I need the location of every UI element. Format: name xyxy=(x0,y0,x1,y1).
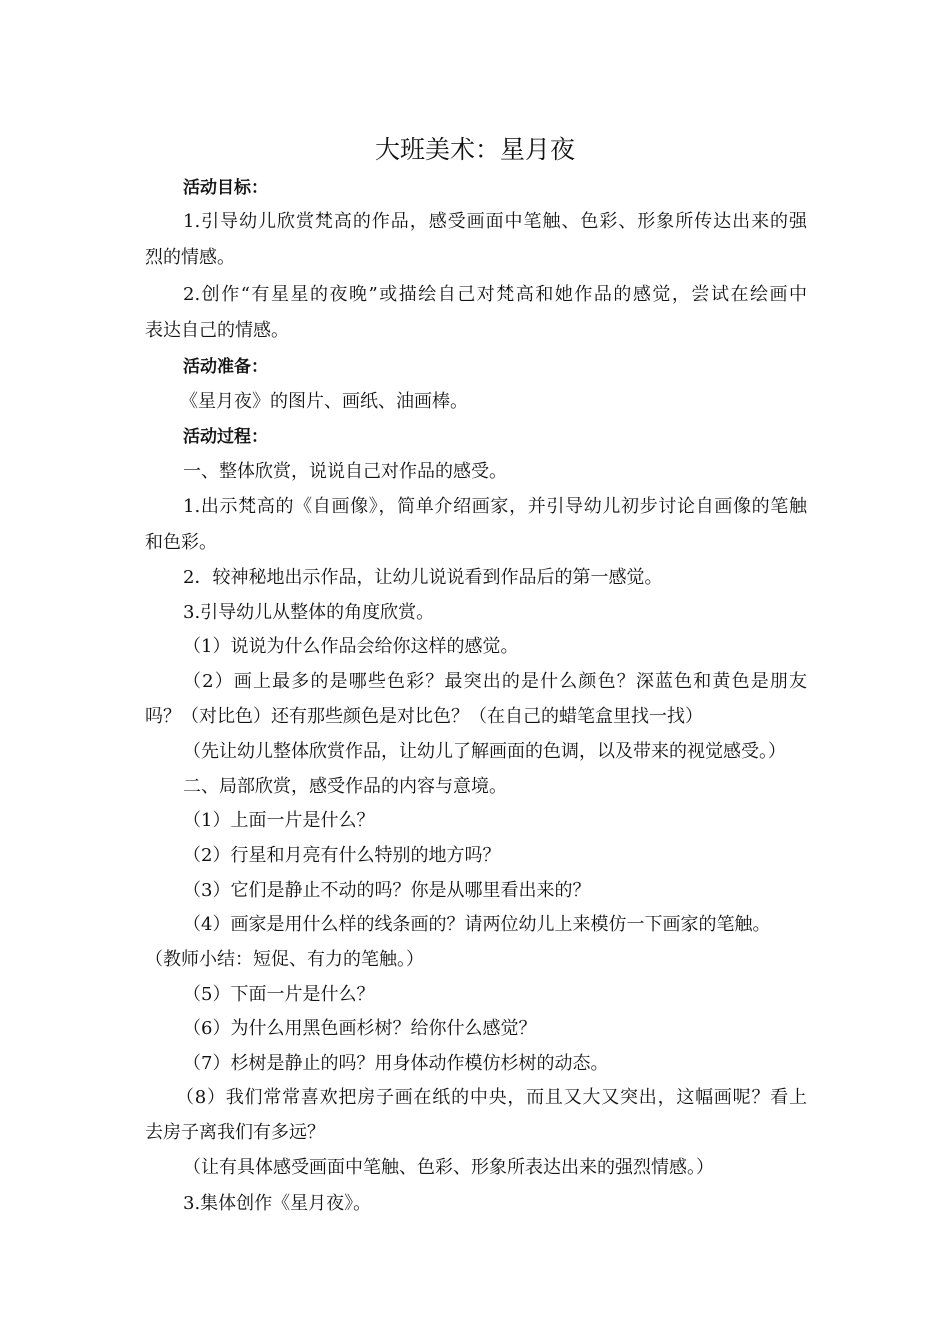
page-title: 大班美术：星月夜 xyxy=(374,135,575,164)
process-part-2-title: 二、局部欣赏，感受作品的内容与意境。 xyxy=(183,776,507,797)
process-part-3-title: 3.集体创作《星月夜》。 xyxy=(183,1193,372,1214)
process-part-2-question-4-line-1: （4）画家是用什么样的线条画的？请两位幼儿上来模仿一下画家的笔触。 xyxy=(183,914,771,935)
process-part-1-title: 一、整体欣赏，说说自己对作品的感受。 xyxy=(183,461,507,482)
section-heading-objectives: 活动目标： xyxy=(183,178,268,198)
process-part-1-sub-2-line-1: （2）画上最多的是哪些色彩？最突出的是什么颜色？深蓝色和黄色是朋友 xyxy=(183,671,807,692)
objective-item-1-line-2: 烈的情感。 xyxy=(145,247,235,268)
process-part-2-question-4-line-2: （教师小结：短促、有力的笔触。） xyxy=(145,949,424,970)
process-part-2-question-3: （3）它们是静止不动的吗？你是从哪里看出来的？ xyxy=(183,880,591,901)
process-part-2-question-8-line-2: 去房子离我们有多远？ xyxy=(145,1122,325,1143)
process-part-2-note: （让有具体感受画面中笔触、色彩、形象所表达出来的强烈情感。） xyxy=(183,1157,714,1178)
section-heading-process: 活动过程： xyxy=(183,427,268,447)
objective-item-2-line-1: 2.创作“有星星的夜晚”或描绘自己对梵高和她作品的感觉，尝试在绘画中 xyxy=(183,284,807,305)
process-part-2-question-8-line-1: （8）我们常常喜欢把房子画在纸的中央，而且又大又突出，这幅画呢？看上 xyxy=(176,1087,807,1108)
process-part-1-sub-1: （1）说说为什么作品会给你这样的感觉。 xyxy=(183,636,519,657)
process-part-1-item-1-line-1: 1.出示梵高的《自画像》，简单介绍画家，并引导幼儿初步讨论自画像的笔触 xyxy=(183,496,807,517)
process-part-1-sub-2-line-2: 吗？（对比色）还有那些颜色是对比色？（在自己的蜡笔盒里找一找） xyxy=(145,706,703,727)
process-part-1-note: （先让幼儿整体欣赏作品，让幼儿了解画面的色调，以及带来的视觉感受。） xyxy=(183,741,786,762)
process-part-2-question-6: （6）为什么用黑色画杉树？给你什么感觉？ xyxy=(183,1018,537,1039)
process-part-2-question-5: （5）下面一片是什么？ xyxy=(183,984,375,1005)
process-part-1-item-2: 2．较神秘地出示作品，让幼儿说说看到作品后的第一感觉。 xyxy=(183,567,663,588)
objective-item-1-line-1: 1.引导幼儿欣赏梵高的作品，感受画面中笔触、色彩、形象所传达出来的强 xyxy=(183,211,807,232)
section-heading-preparation: 活动准备： xyxy=(183,357,268,377)
process-part-2-question-2: （2）行星和月亮有什么特别的地方吗？ xyxy=(183,845,501,866)
process-part-1-item-3: 3.引导幼儿从整体的角度欣赏。 xyxy=(183,602,435,623)
objective-item-2-line-2: 表达自己的情感。 xyxy=(145,320,289,341)
process-part-2-question-7: （7）杉树是静止的吗？用身体动作模仿杉树的动态。 xyxy=(183,1053,609,1074)
process-part-2-question-1: （1）上面一片是什么？ xyxy=(183,810,375,831)
preparation-text: 《星月夜》的图片、画纸、油画棒。 xyxy=(180,391,468,412)
process-part-1-item-1-line-2: 和色彩。 xyxy=(145,532,217,553)
